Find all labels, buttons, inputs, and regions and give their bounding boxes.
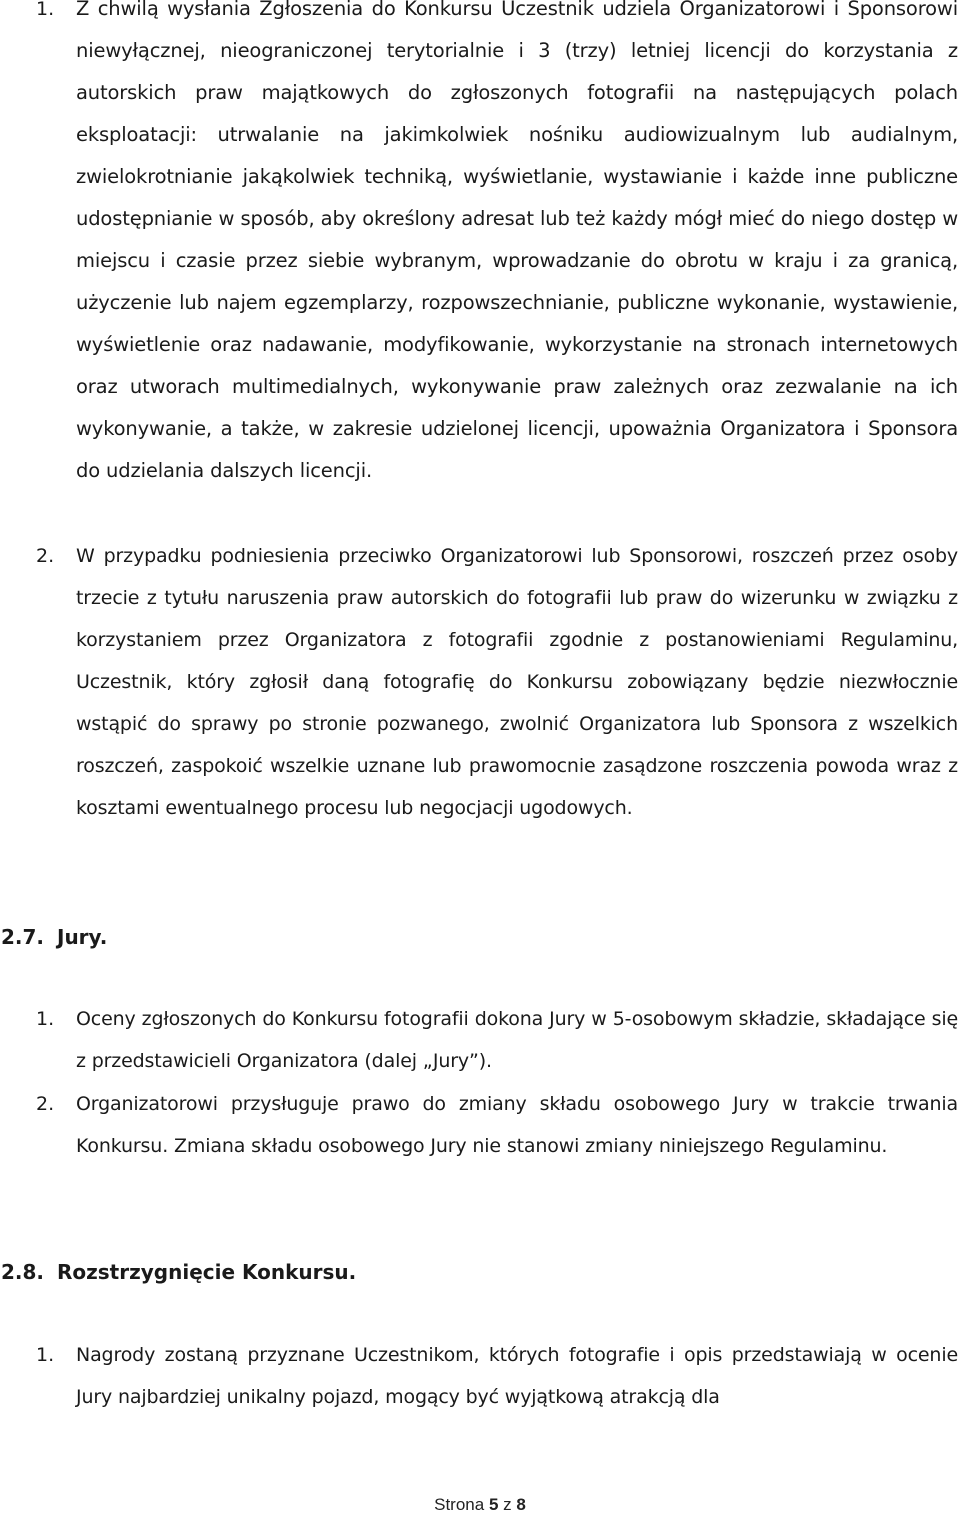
list-item-text: Z chwilą wysłania Zgłoszenia do Konkursu Uczestnik udziela Organizatorowi i Sponsorowi niewyłącznej, nieograniczonej terytorialnie i 3 (trzy) letniej licencji do korzystania z autorskich praw majątkowych do zgłoszonych fotografii na następujących polach eksploatacji: utrwalanie na jakimkolwiek nośniku audiowizualnym lub audialnym, zwielokrotnianie jakąkolwiek techniką, wyświetlanie, wystawianie i każde inne publiczne udostępnianie w sposób, aby określony adresat lub też każdy mógł mieć do niego dostęp w miejscu i czasie przez siebie wybranym, wprowadzanie do obrotu w kraju i za granicą, użyczenie lub najem egzemplarzy, rozpowszechnianie, publiczne wykonanie, wystawienie, wyświetlenie oraz nadawanie, modyfikowanie, wykorzystanie na stronach internetowych oraz utworach multimedialnych, wykonywanie praw zależnych oraz zezwalanie na ich wykonywanie, a także, w zakresie udzielonej licencji, upoważnia Organizatora i Sponsora do udzielania dalszych licencji. xyxy=(76,0,958,482)
list-item-number: 1. xyxy=(36,1344,55,1366)
current-page-number: 5 xyxy=(488,1495,499,1514)
section-number: 2.7. xyxy=(1,925,45,949)
section-title: Rozstrzygnięcie Konkursu. xyxy=(57,1260,357,1284)
list-item xyxy=(0,998,958,1082)
section-heading-jury xyxy=(1,922,107,952)
page-label: Strona xyxy=(434,1495,485,1514)
page-separator: z xyxy=(503,1495,512,1514)
list-item-text: Oceny zgłoszonych do Konkursu fotografii dokona Jury w 5-osobowym składzie, składające się z przedstawicieli Organizatora (dalej „Jury”). xyxy=(76,1008,958,1072)
section-number: 2.8. xyxy=(1,1260,45,1284)
list-item xyxy=(0,1083,958,1167)
total-pages-number: 8 xyxy=(516,1495,526,1514)
section-heading-result xyxy=(1,1257,356,1287)
list-item xyxy=(0,1334,958,1418)
list-item-text: W przypadku podniesienia przeciwko Organizatorowi lub Sponsorowi, roszczeń przez osoby trzecie z tytułu naruszenia praw autorskich do fotografii lub praw do wizerunku w związku z korzystaniem przez Organizatora z fotografii zgodnie z postanowieniami Regulaminu, Uczestnik, który zgłosił daną fotografię do Konkursu zobowiązany będzie niezwłocznie wstąpić do sprawy po stronie pozwanego, zwolnić Organizatora lub Sponsora z wszelkich roszczeń, zaspokoić wszelkie uznane lub prawomocnie zasądzone roszczenia powoda wraz z kosztami ewentualnego procesu lub negocjacji ugodowych. xyxy=(76,545,958,819)
list-item-text: Nagrody zostaną przyznane Uczestnikom, których fotografie i opis przedstawiają w ocenie Jury najbardziej unikalny pojazd, mogący być wyjątkową atrakcją dla xyxy=(76,1344,958,1408)
list-item-number: 2. xyxy=(36,1093,55,1115)
list-item-text: Organizatorowi przysługuje prawo do zmiany składu osobowego Jury w trakcie trwania Konkursu. Zmiana składu osobowego Jury nie stanowi zmiany niniejszego Regulaminu. xyxy=(76,1093,958,1157)
page-footer xyxy=(0,1495,960,1515)
list-item-number: 1. xyxy=(36,0,55,20)
list-item-number: 2. xyxy=(36,545,55,567)
list-item xyxy=(0,0,958,492)
section-title: Jury. xyxy=(57,925,108,949)
list-item xyxy=(0,535,958,829)
list-item-number: 1. xyxy=(36,1008,55,1030)
